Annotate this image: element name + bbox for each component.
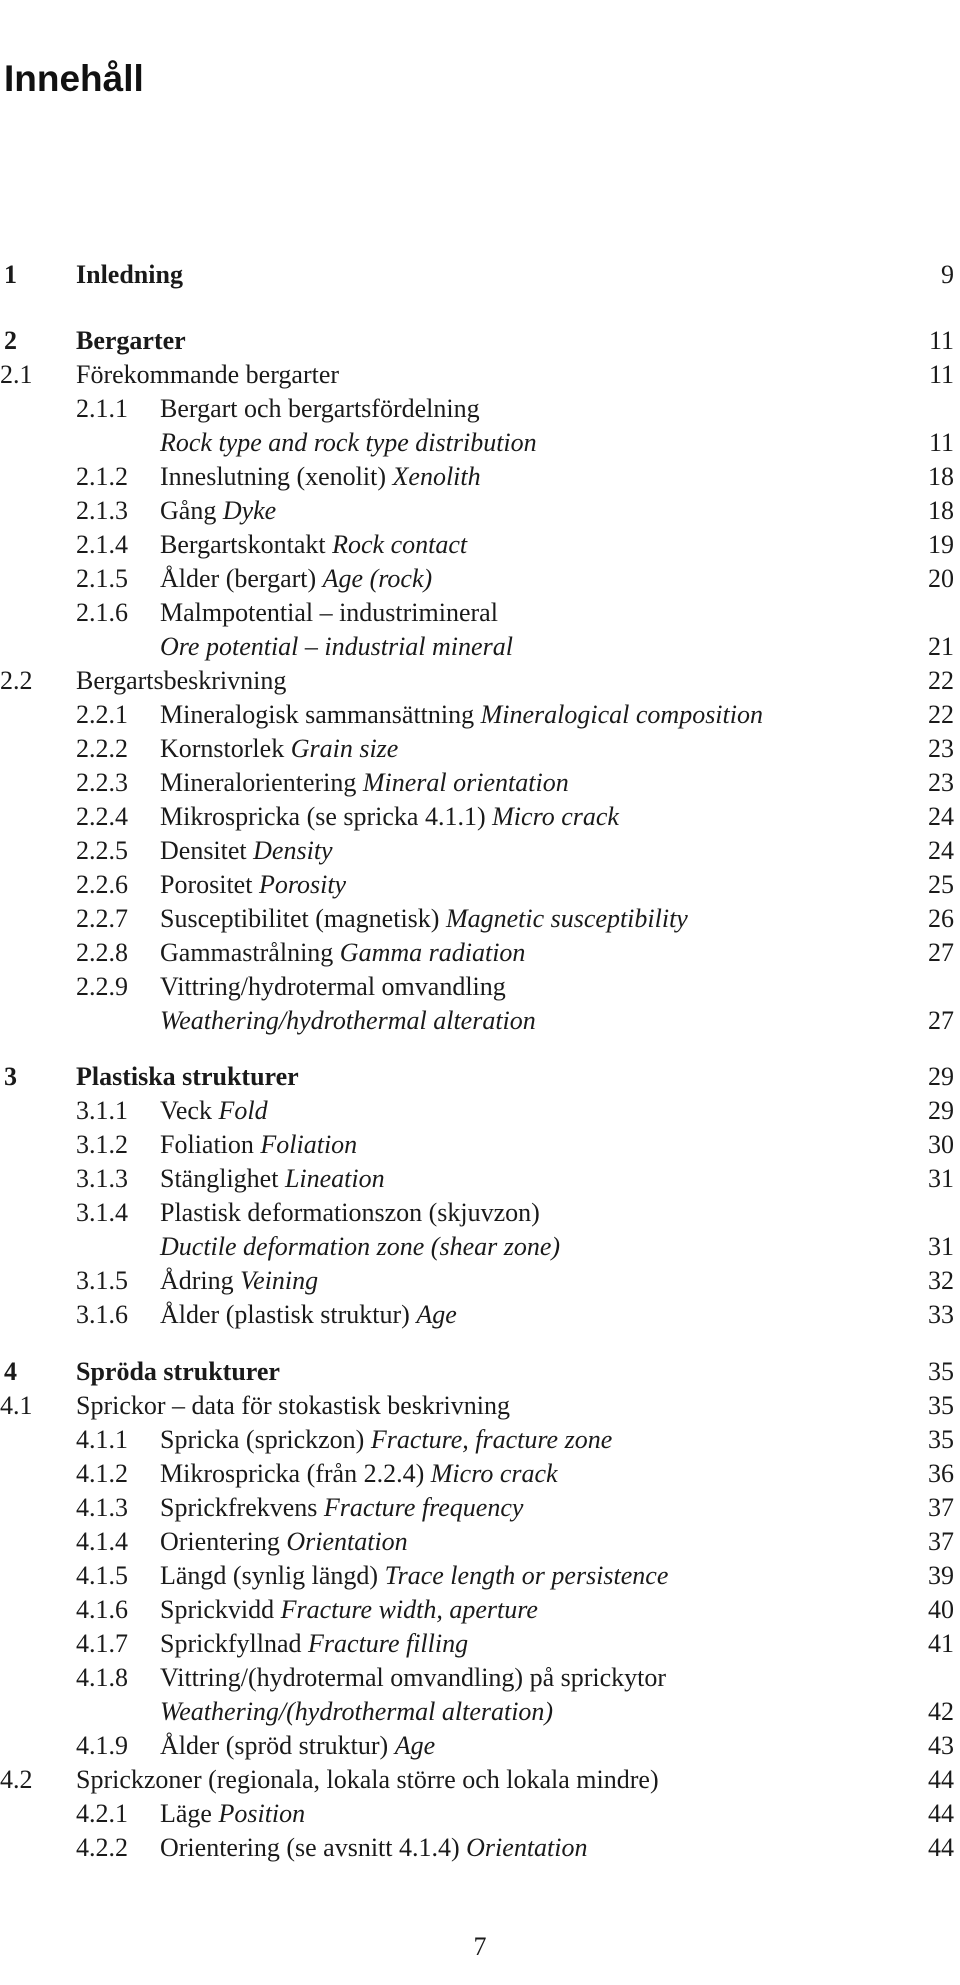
toc-page-number: 33: [928, 1300, 954, 1329]
toc-title: [160, 1004, 536, 1038]
toc-number: 4.1.2: [76, 1459, 128, 1488]
toc-number: 3.1.4: [76, 1198, 128, 1227]
toc-page-number: 37: [928, 1527, 954, 1556]
toc-title: [160, 494, 276, 528]
toc-title-swedish: Spricka (sprickzon): [160, 1425, 371, 1454]
toc-page-number: 27: [928, 1006, 954, 1035]
toc-title-english: Mineral orientation: [362, 768, 569, 797]
toc-title-english: Age: [394, 1731, 436, 1760]
toc-page-number: 44: [928, 1799, 954, 1828]
toc-title-swedish: Mineralogisk sammansättning: [160, 700, 481, 729]
toc-entry[interactable]: [0, 1128, 960, 1162]
toc-entry[interactable]: [0, 1264, 960, 1298]
toc-number: 4.1.7: [76, 1629, 128, 1658]
toc-entry[interactable]: [0, 596, 960, 630]
toc-number: 3: [4, 1062, 17, 1091]
toc-entry[interactable]: [0, 392, 960, 426]
toc-entry[interactable]: [0, 1060, 960, 1094]
toc-number: 4.2.1: [76, 1799, 128, 1828]
toc-entry[interactable]: [0, 1196, 960, 1230]
toc-page-number: 31: [928, 1164, 954, 1193]
toc-title: [160, 460, 481, 494]
toc-number: 2.1.4: [76, 530, 128, 559]
toc-title: [160, 1457, 558, 1491]
toc-title: [160, 970, 506, 1004]
toc-entry[interactable]: [0, 766, 960, 800]
toc-entry[interactable]: [0, 834, 960, 868]
toc-title-english: Trace length or persistence: [384, 1561, 669, 1590]
toc-page-number: 35: [928, 1391, 954, 1420]
toc-title: [160, 1162, 385, 1196]
toc-title-swedish: Inneslutning (xenolit): [160, 462, 393, 491]
toc-number: 2.2.1: [76, 700, 128, 729]
toc-entry[interactable]: [0, 970, 960, 1004]
toc-page-number: 43: [928, 1731, 954, 1760]
toc-number: 2.2.6: [76, 870, 128, 899]
toc-page-number: 9: [941, 260, 954, 289]
toc-title-english: Fracture width, aperture: [280, 1595, 538, 1624]
toc-entry[interactable]: [0, 698, 960, 732]
toc-title: [76, 324, 186, 358]
toc-title-english: Density: [253, 836, 333, 865]
toc-page-number: 40: [928, 1595, 954, 1624]
toc-number: 2.2.2: [76, 734, 128, 763]
toc-title-swedish: Ålder (bergart): [160, 564, 323, 593]
toc-page-number: 11: [928, 428, 954, 457]
toc-page-number: 26: [928, 904, 954, 933]
toc-entry[interactable]: [0, 732, 960, 766]
toc-entry[interactable]: [0, 1797, 960, 1831]
toc-title: [76, 1763, 659, 1797]
toc-title-english: Age (rock): [322, 564, 433, 593]
toc-title-english: Grain size: [290, 734, 399, 763]
toc-entry[interactable]: [0, 562, 960, 596]
toc-title: [160, 1627, 468, 1661]
toc-page-number: 42: [928, 1697, 954, 1726]
toc-entry[interactable]: [0, 902, 960, 936]
toc-title-english: Fold: [218, 1096, 268, 1125]
toc-title-english: Micro crack: [492, 802, 619, 831]
toc-page-number: 30: [928, 1130, 954, 1159]
toc-entry[interactable]: [0, 1298, 960, 1332]
toc-title: [76, 1060, 299, 1094]
toc-entry[interactable]: [0, 1423, 960, 1457]
toc-entry[interactable]: [0, 1162, 960, 1196]
toc-title-english: Fracture frequency: [323, 1493, 524, 1522]
page-number: 7: [473, 1932, 487, 1961]
toc-page-number: 22: [928, 700, 954, 729]
toc-number: 2.1.5: [76, 564, 128, 593]
toc-title: [76, 258, 183, 292]
toc-number: 2.2.3: [76, 768, 128, 797]
toc-title-swedish: Sprickfrekvens: [160, 1493, 324, 1522]
toc-number: 3.1.3: [76, 1164, 128, 1193]
toc-title-swedish: Orientering (se avsnitt 4.1.4): [160, 1833, 467, 1862]
toc-entry[interactable]: [0, 1457, 960, 1491]
toc-title-english: Ductile deformation zone (shear zone): [160, 1232, 561, 1261]
toc-title: [76, 664, 286, 698]
toc-entry[interactable]: [0, 1491, 960, 1525]
toc-title: [160, 562, 432, 596]
toc-title-swedish: Mineralorientering: [160, 768, 363, 797]
toc-title-swedish: Kornstorlek: [160, 734, 291, 763]
toc-title-swedish: Gammastrålning: [160, 938, 340, 967]
toc-page-number: 27: [928, 938, 954, 967]
toc-page-number: 20: [928, 564, 954, 593]
toc-title: [160, 630, 513, 664]
toc-title: [160, 426, 537, 460]
toc-title-english: Porosity: [258, 870, 347, 899]
toc-number: 2.2.8: [76, 938, 128, 967]
toc-title: [160, 1525, 408, 1559]
toc-number: 3.1.6: [76, 1300, 128, 1329]
toc-title-swedish: Vittring/hydrotermal omvandling: [160, 972, 506, 1001]
toc-title-swedish: Sprickvidd: [160, 1595, 281, 1624]
toc-title: [76, 1389, 510, 1423]
toc-title: [76, 358, 339, 392]
toc-title-english: Lineation: [284, 1164, 385, 1193]
toc-page-number: 35: [928, 1425, 954, 1454]
toc-title-english: Fracture filling: [308, 1629, 469, 1658]
toc-title: [160, 1491, 523, 1525]
toc-title-english: Mineralogical composition: [480, 700, 763, 729]
toc-title-swedish: Mikrospricka (från 2.2.4): [160, 1459, 431, 1488]
toc-page-number: 11: [928, 360, 954, 389]
toc-title-swedish: Plastiska strukturer: [76, 1062, 299, 1091]
toc-title: [160, 392, 480, 426]
toc-number: 2.1.1: [76, 394, 128, 423]
toc-title: [160, 1729, 435, 1763]
toc-title: [160, 766, 569, 800]
toc-title-english: Fracture, fracture zone: [370, 1425, 613, 1454]
toc-entry[interactable]: [0, 494, 960, 528]
toc-page-number: 44: [928, 1765, 954, 1794]
toc-title-swedish: Sprickfyllnad: [160, 1629, 309, 1658]
toc-title-swedish: Porositet: [160, 870, 259, 899]
toc-entry[interactable]: [0, 1831, 960, 1865]
toc-page-number: 23: [928, 768, 954, 797]
toc-title-english: Orientation: [286, 1527, 408, 1556]
toc-number: 4.1.8: [76, 1663, 128, 1692]
toc-number: 4.2: [0, 1765, 33, 1794]
toc-title-swedish: Mikrospricka (se spricka 4.1.1): [160, 802, 493, 831]
toc-page-number: 36: [928, 1459, 954, 1488]
toc-entry[interactable]: [0, 630, 960, 664]
toc-number: 2.1.6: [76, 598, 128, 627]
toc-entry[interactable]: [0, 1094, 960, 1128]
toc-page-number: 21: [928, 632, 954, 661]
toc-number: 2.2.9: [76, 972, 128, 1001]
toc-title-swedish: Malmpotential – industrimineral: [160, 598, 498, 627]
toc-title: [160, 868, 346, 902]
toc-title-swedish: Ålder (spröd struktur): [160, 1731, 395, 1760]
toc-entry[interactable]: [0, 1559, 960, 1593]
toc-number: 2.2.7: [76, 904, 128, 933]
toc-title: [160, 1797, 305, 1831]
toc-title-english: Micro crack: [430, 1459, 558, 1488]
toc-entry[interactable]: [0, 1230, 960, 1264]
toc-title-english: Gamma radiation: [339, 938, 526, 967]
toc-title: [160, 1094, 268, 1128]
toc-entry[interactable]: [0, 1695, 960, 1729]
toc-title-swedish: Läge: [160, 1799, 219, 1828]
toc-entry[interactable]: [0, 800, 960, 834]
toc-title-swedish: Sprickzoner (regionala, lokala större och lokala mindre): [76, 1765, 659, 1794]
toc-title-swedish: Densitet: [160, 836, 254, 865]
toc-title: [160, 1230, 560, 1264]
toc-title-english: Weathering/(hydrothermal alteration): [160, 1697, 554, 1726]
toc-title-swedish: Susceptibilitet (magnetisk): [160, 904, 446, 933]
toc-title: [160, 1196, 540, 1230]
toc-title-swedish: Förekommande bergarter: [76, 360, 340, 389]
toc-entry[interactable]: [0, 258, 960, 292]
toc-title-swedish: Ådring: [160, 1266, 241, 1295]
toc-number: 3.1.5: [76, 1266, 128, 1295]
toc-title-swedish: Bergartsbeskrivning: [76, 666, 287, 695]
toc-number: 4.1.3: [76, 1493, 128, 1522]
toc-title: [160, 732, 398, 766]
toc-page-number: 37: [928, 1493, 954, 1522]
toc-page-number: 31: [928, 1232, 954, 1261]
toc-title-swedish: Bergartskontakt: [160, 530, 333, 559]
toc-title-swedish: Plastisk deformationszon (skjuvzon): [160, 1198, 540, 1227]
toc-number: 2.2: [0, 666, 33, 695]
toc-title-swedish: Foliation: [160, 1130, 261, 1159]
toc-page-number: 39: [928, 1561, 954, 1590]
toc-title: [160, 1264, 318, 1298]
toc-title-english: Position: [218, 1799, 306, 1828]
toc-title: [160, 1593, 538, 1627]
toc-entry[interactable]: [0, 528, 960, 562]
toc-page-number: 29: [928, 1062, 954, 1091]
toc-title-english: Xenolith: [392, 462, 481, 491]
toc-page-number: 29: [928, 1096, 954, 1125]
toc-number: 4.1.4: [76, 1527, 128, 1556]
toc-title-swedish: Bergart och bergartsfördelning: [160, 394, 480, 423]
toc-entry[interactable]: [0, 1763, 960, 1797]
toc-title-english: Ore potential – industrial mineral: [160, 632, 513, 661]
toc-page-number: 18: [928, 462, 954, 491]
toc-title: [76, 1355, 280, 1389]
toc-entry[interactable]: [0, 1729, 960, 1763]
toc-entry[interactable]: [0, 936, 960, 970]
toc-title-english: Age: [416, 1300, 457, 1329]
toc-title: [160, 834, 333, 868]
toc-title-swedish: Stänglighet: [160, 1164, 285, 1193]
toc-number: 2.1: [0, 360, 33, 389]
toc-title-swedish: Spröda strukturer: [76, 1357, 280, 1386]
toc-number: 2.2.4: [76, 802, 128, 831]
toc-number: 4.1: [0, 1391, 33, 1420]
toc-title-swedish: Orientering: [160, 1527, 287, 1556]
toc-page-number: 19: [928, 530, 954, 559]
toc-page-number: 35: [928, 1357, 954, 1386]
toc-title: [160, 1831, 588, 1865]
toc-title-english: Rock contact: [332, 530, 468, 559]
toc-page-number: 25: [928, 870, 954, 899]
toc-title-english: Magnetic susceptibility: [445, 904, 688, 933]
toc-entry[interactable]: [0, 460, 960, 494]
toc-entry[interactable]: [0, 1627, 960, 1661]
toc-page-number: 24: [928, 836, 954, 865]
toc-number: 3.1.1: [76, 1096, 128, 1125]
toc-page-number: 24: [928, 802, 954, 831]
toc-number: 2.2.5: [76, 836, 128, 865]
toc-number: 2.1.3: [76, 496, 128, 525]
toc-entry[interactable]: [0, 868, 960, 902]
toc-title: [160, 698, 763, 732]
toc-entry[interactable]: [0, 324, 960, 358]
toc-number: 2: [4, 326, 17, 355]
toc-title-swedish: Bergarter: [76, 326, 186, 355]
page-title: Innehåll: [4, 58, 144, 99]
toc-title-english: Veining: [240, 1266, 319, 1295]
toc-title: [160, 902, 688, 936]
toc-number: 3.1.2: [76, 1130, 128, 1159]
toc-number: 4.1.6: [76, 1595, 128, 1624]
toc-title-english: Foliation: [260, 1130, 358, 1159]
toc-page-number: 22: [928, 666, 954, 695]
toc-title: [160, 1298, 457, 1332]
toc-title-swedish: Längd (synlig längd): [160, 1561, 385, 1590]
toc-title-english: Weathering/hydrothermal alteration: [160, 1006, 536, 1035]
toc-number: 1: [4, 260, 17, 289]
toc-entry[interactable]: [0, 1525, 960, 1559]
toc-title-swedish: Vittring/(hydrotermal omvandling) på sprickytor: [160, 1663, 667, 1692]
toc-entry[interactable]: [0, 1004, 960, 1038]
toc-page-number: 11: [928, 326, 954, 355]
toc-number: 4: [4, 1357, 17, 1386]
toc-title-swedish: Ålder (plastisk struktur): [160, 1300, 417, 1329]
toc-title: [160, 596, 498, 630]
toc-title: [160, 1695, 553, 1729]
toc-entry[interactable]: [0, 426, 960, 460]
toc-title: [160, 1128, 357, 1162]
toc-number: 4.1.9: [76, 1731, 128, 1760]
toc-title: [160, 936, 525, 970]
toc-title: [160, 528, 467, 562]
toc-page-number: 41: [928, 1629, 954, 1658]
toc-title: [160, 800, 619, 834]
toc-title-english: Dyke: [222, 496, 277, 525]
toc-title: [160, 1661, 666, 1695]
toc-entry[interactable]: [0, 1593, 960, 1627]
toc-title-swedish: Inledning: [76, 260, 183, 289]
toc-title: [160, 1559, 668, 1593]
toc-number: 4.1.5: [76, 1561, 128, 1590]
toc-entry[interactable]: [0, 664, 960, 698]
toc-page-number: 44: [928, 1833, 954, 1862]
toc-entry[interactable]: [0, 358, 960, 392]
toc-title: [160, 1423, 612, 1457]
toc-title-swedish: Gång: [160, 496, 223, 525]
toc-number: 2.1.2: [76, 462, 128, 491]
toc-entry[interactable]: [0, 1389, 960, 1423]
toc-number: 4.1.1: [76, 1425, 128, 1454]
toc-title-english: Orientation: [466, 1833, 588, 1862]
toc-page-number: 18: [928, 496, 954, 525]
toc-number: 4.2.2: [76, 1833, 128, 1862]
toc-title-english: Rock type and rock type distribution: [160, 428, 537, 457]
toc-page-number: 32: [928, 1266, 954, 1295]
toc-title-swedish: Veck: [160, 1096, 219, 1125]
toc-title-swedish: Sprickor – data för stokastisk beskrivning: [76, 1391, 510, 1420]
toc-entry[interactable]: [0, 1661, 960, 1695]
toc-entry[interactable]: [0, 1355, 960, 1389]
toc-page-number: 23: [928, 734, 954, 763]
